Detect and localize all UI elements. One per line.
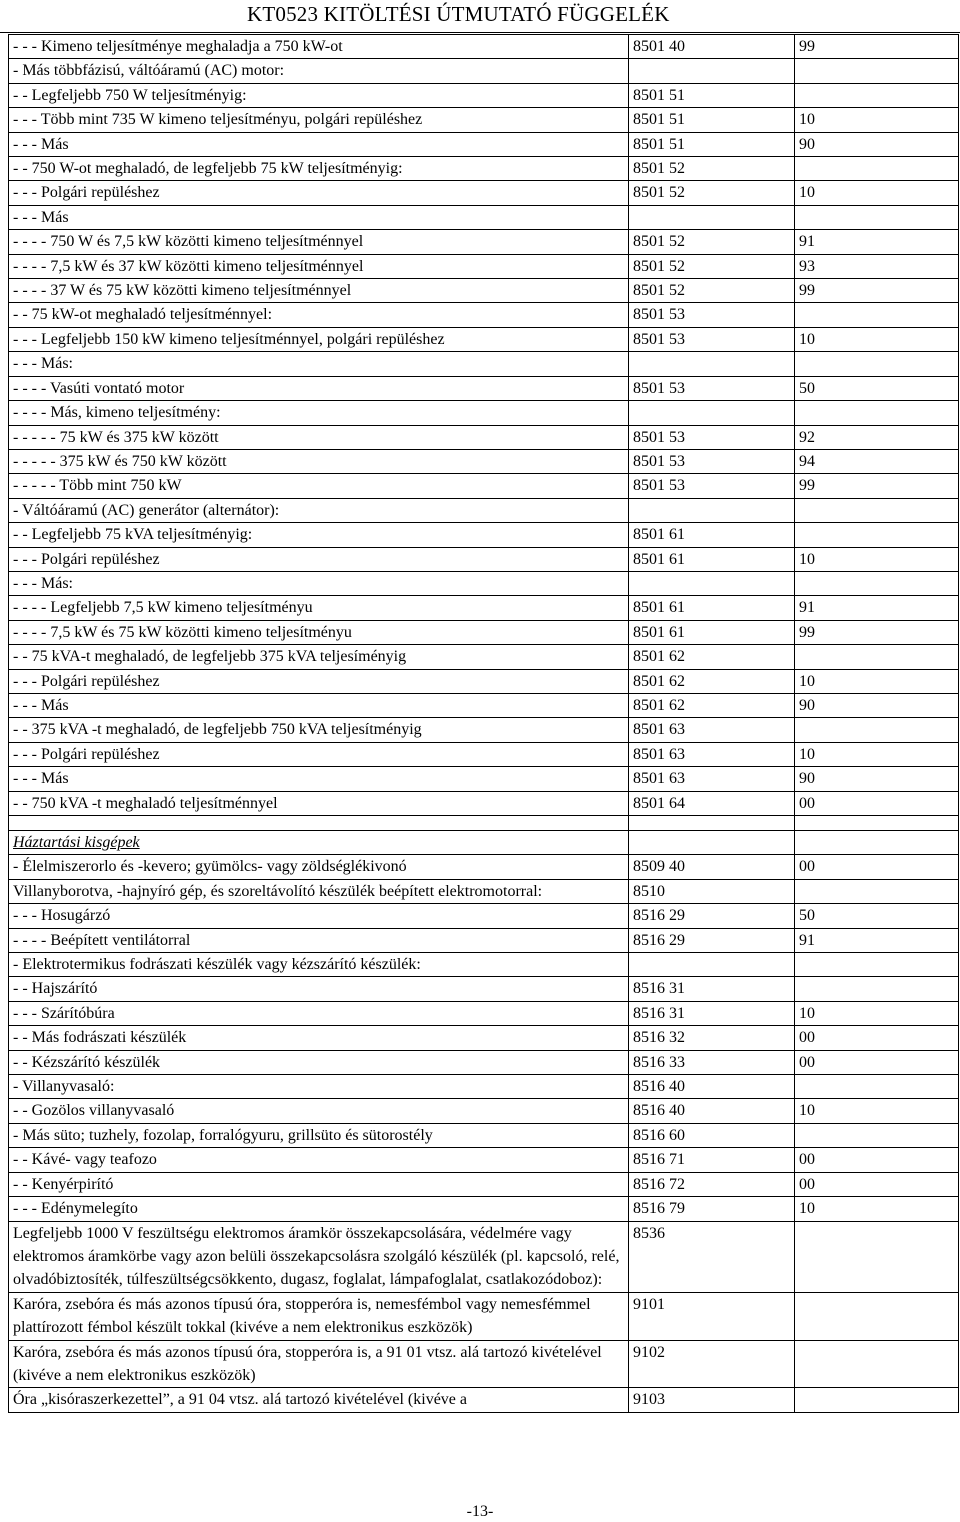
- row-subcode: [795, 1388, 959, 1412]
- table-row: [9, 303, 959, 327]
- page-header: [0, 0, 960, 33]
- row-code: 8516 79: [629, 1197, 795, 1221]
- table-row: [9, 571, 959, 595]
- table-row: [9, 425, 959, 449]
- row-subcode: [795, 1123, 959, 1147]
- row-code: 8516 60: [629, 1123, 795, 1147]
- row-code: 8501 53: [629, 303, 795, 327]
- row-code: 8501 40: [629, 35, 795, 59]
- table-row: [9, 1026, 959, 1050]
- row-subcode: 10: [795, 1001, 959, 1025]
- table-row: [9, 669, 959, 693]
- row-subcode: 90: [795, 767, 959, 791]
- row-description: - - - - - 75 kW és 375 kW között: [9, 425, 629, 449]
- row-code: 8501 63: [629, 767, 795, 791]
- row-code: 8501 62: [629, 669, 795, 693]
- row-code: 8501 61: [629, 620, 795, 644]
- row-code: 8501 52: [629, 181, 795, 205]
- row-subcode: 10: [795, 181, 959, 205]
- row-subcode: 99: [795, 279, 959, 303]
- row-code: 8501 61: [629, 596, 795, 620]
- row-code: 8501 53: [629, 425, 795, 449]
- row-subcode: [795, 303, 959, 327]
- row-description: - - - Polgári repüléshez: [9, 547, 629, 571]
- table-body: [9, 35, 959, 1413]
- row-description: - - 375 kVA -t meghaladó, de legfeljebb 750 kVA teljesítményig: [9, 718, 629, 742]
- row-description: - - - Több mint 735 W kimeno teljesítményu, polgári repüléshez: [9, 108, 629, 132]
- row-code: [629, 205, 795, 229]
- row-subcode: 50: [795, 376, 959, 400]
- row-code: 8509 40: [629, 855, 795, 879]
- table-row: [9, 1197, 959, 1221]
- table-row: [9, 157, 959, 181]
- table-row: [9, 1292, 959, 1340]
- row-subcode: 00: [795, 1148, 959, 1172]
- row-code: [629, 831, 795, 855]
- row-subcode: 90: [795, 693, 959, 717]
- row-code: 8501 52: [629, 157, 795, 181]
- row-description: Legfeljebb 1000 V feszültségu elektromos áramkör összekapcsolására, védelmére vagy elektromos áramkörbe vagy azon belüli összekapcsolásra szolgáló készülék (pl. kapcsoló, relé, olvadóbiztosíték, túlfeszültségcsökkento, dugasz, foglalat, lámpafoglalat, csatlakozódoboz):: [9, 1221, 629, 1292]
- section-heading-row: [9, 831, 959, 855]
- row-code: [629, 571, 795, 595]
- row-code: 8516 32: [629, 1026, 795, 1050]
- table-row: [9, 401, 959, 425]
- table-row: [9, 1050, 959, 1074]
- table-row: [9, 279, 959, 303]
- row-description: - Váltóáramú (AC) generátor (alternátor):: [9, 498, 629, 522]
- row-description: - - - - Más, kimeno teljesítmény:: [9, 401, 629, 425]
- row-description: - - - Polgári repüléshez: [9, 742, 629, 766]
- row-subcode: 10: [795, 108, 959, 132]
- row-subcode: 10: [795, 742, 959, 766]
- row-subcode: [795, 718, 959, 742]
- table-row: [9, 645, 959, 669]
- row-code: [629, 59, 795, 83]
- table-row: [9, 742, 959, 766]
- table-row: [9, 791, 959, 815]
- row-code: 8501 63: [629, 718, 795, 742]
- row-description: - - - - 7,5 kW és 75 kW közötti kimeno teljesítményu: [9, 620, 629, 644]
- row-code: 8516 72: [629, 1172, 795, 1196]
- table-row: [9, 132, 959, 156]
- row-description: - - - Szárítóbúra: [9, 1001, 629, 1025]
- table-row: [9, 181, 959, 205]
- row-subcode: 10: [795, 669, 959, 693]
- table-row: [9, 767, 959, 791]
- table-row: [9, 1340, 959, 1388]
- row-description: - - - Más:: [9, 352, 629, 376]
- row-code: 8516 29: [629, 928, 795, 952]
- row-code: 8516 31: [629, 1001, 795, 1025]
- row-code: 8510: [629, 879, 795, 903]
- row-code: 9102: [629, 1340, 795, 1388]
- row-subcode: [795, 59, 959, 83]
- row-subcode: [795, 83, 959, 107]
- table-row: [9, 620, 959, 644]
- row-subcode: 10: [795, 547, 959, 571]
- row-code: 8516 71: [629, 1148, 795, 1172]
- row-description: - - - - Vasúti vontató motor: [9, 376, 629, 400]
- row-code: 8501 52: [629, 254, 795, 278]
- table-row: [9, 1148, 959, 1172]
- row-code: 8536: [629, 1221, 795, 1292]
- row-code: 8501 61: [629, 547, 795, 571]
- row-subcode: 93: [795, 254, 959, 278]
- table-row: [9, 1388, 959, 1412]
- row-code: 8501 53: [629, 327, 795, 351]
- row-subcode: 91: [795, 230, 959, 254]
- row-description: - - - Más: [9, 205, 629, 229]
- tariff-code-table: [8, 34, 959, 1413]
- row-subcode: [795, 1292, 959, 1340]
- row-subcode: [795, 205, 959, 229]
- row-description: - - - Más: [9, 767, 629, 791]
- row-subcode: 94: [795, 449, 959, 473]
- row-subcode: [795, 831, 959, 855]
- row-subcode: 90: [795, 132, 959, 156]
- row-description: - - - Polgári repüléshez: [9, 181, 629, 205]
- row-subcode: [795, 1075, 959, 1099]
- row-subcode: [795, 352, 959, 376]
- table-row: [9, 449, 959, 473]
- row-description: - - Legfeljebb 750 W teljesítményig:: [9, 83, 629, 107]
- row-code: 8501 51: [629, 132, 795, 156]
- row-code: 9101: [629, 1292, 795, 1340]
- row-code: 9103: [629, 1388, 795, 1412]
- row-code: [629, 816, 795, 831]
- row-code: 8501 53: [629, 474, 795, 498]
- row-subcode: 91: [795, 928, 959, 952]
- row-code: 8501 62: [629, 645, 795, 669]
- table-row: [9, 596, 959, 620]
- page-number: -13-: [466, 1503, 494, 1520]
- row-description: - - - Edénymelegíto: [9, 1197, 629, 1221]
- table-row: [9, 498, 959, 522]
- row-subcode: [795, 1221, 959, 1292]
- row-description: - - - - Legfeljebb 7,5 kW kimeno teljesítményu: [9, 596, 629, 620]
- table-row: [9, 35, 959, 59]
- table-row: [9, 59, 959, 83]
- table-row: [9, 230, 959, 254]
- row-subcode: 92: [795, 425, 959, 449]
- row-subcode: [795, 977, 959, 1001]
- row-description: - - Legfeljebb 75 kVA teljesítményig:: [9, 523, 629, 547]
- table-row: [9, 904, 959, 928]
- row-description: - - 750 kVA -t meghaladó teljesítménnyel: [9, 791, 629, 815]
- row-description: [9, 816, 629, 831]
- spacer-row: [9, 816, 959, 831]
- row-description: - - - Polgári repüléshez: [9, 669, 629, 693]
- row-subcode: [795, 523, 959, 547]
- row-description: - Más süto; tuzhely, fozolap, forralógyuru, grillsüto és sütorostély: [9, 1123, 629, 1147]
- row-description: - - Hajszárító: [9, 977, 629, 1001]
- table-row: [9, 83, 959, 107]
- row-description: - - Kávé- vagy teafozo: [9, 1148, 629, 1172]
- row-description: - - - Más: [9, 693, 629, 717]
- row-description: - - 75 kVA-t meghaladó, de legfeljebb 375 kVA teljesíményig: [9, 645, 629, 669]
- row-description: - - - - - Több mint 750 kW: [9, 474, 629, 498]
- row-description: - Élelmiszerorlo és -kevero; gyümölcs- vagy zöldséglékivonó: [9, 855, 629, 879]
- row-subcode: 00: [795, 855, 959, 879]
- row-subcode: 10: [795, 1197, 959, 1221]
- row-subcode: 00: [795, 791, 959, 815]
- row-code: 8516 31: [629, 977, 795, 1001]
- row-code: [629, 953, 795, 977]
- table-row: [9, 1123, 959, 1147]
- row-code: 8501 51: [629, 83, 795, 107]
- row-description: - - Kézszárító készülék: [9, 1050, 629, 1074]
- row-subcode: [795, 879, 959, 903]
- row-subcode: 10: [795, 327, 959, 351]
- document-title: KT0523 KITÖLTÉSI ÚTMUTATÓ FÜGGELÉK: [247, 2, 670, 26]
- row-description: - - - Legfeljebb 150 kW kimeno teljesítménnyel, polgári repüléshez: [9, 327, 629, 351]
- row-code: [629, 352, 795, 376]
- row-description: - - Kenyérpirító: [9, 1172, 629, 1196]
- row-code: [629, 498, 795, 522]
- row-code: 8501 61: [629, 523, 795, 547]
- row-code: 8501 53: [629, 376, 795, 400]
- row-subcode: 10: [795, 1099, 959, 1123]
- table-row: [9, 1172, 959, 1196]
- section-title: Háztartási kisgépek: [13, 834, 140, 851]
- row-description: Óra „kisóraszerkezettel”, a 91 04 vtsz. alá tartozó kivételével (kivéve a: [9, 1388, 629, 1412]
- table-row: [9, 977, 959, 1001]
- row-description: - Elektrotermikus fodrászati készülék vagy kézszárító készülék:: [9, 953, 629, 977]
- row-description: Villanyborotva, -hajnyíró gép, és szoreltávolító készülék beépített elektromotorral:: [9, 879, 629, 903]
- row-description: - - Más fodrászati készülék: [9, 1026, 629, 1050]
- row-subcode: [795, 953, 959, 977]
- row-description: - Villanyvasaló:: [9, 1075, 629, 1099]
- table-row: [9, 693, 959, 717]
- table-row: [9, 108, 959, 132]
- table-row: [9, 855, 959, 879]
- row-code: 8516 29: [629, 904, 795, 928]
- row-code: 8516 40: [629, 1075, 795, 1099]
- row-description: - - - - 37 W és 75 kW közötti kimeno teljesítménnyel: [9, 279, 629, 303]
- row-description: - - - - 7,5 kW és 37 kW közötti kimeno teljesítménnyel: [9, 254, 629, 278]
- table-row: [9, 718, 959, 742]
- row-code: 8501 63: [629, 742, 795, 766]
- row-description: - - - - - 375 kW és 750 kW között: [9, 449, 629, 473]
- table-row: [9, 953, 959, 977]
- row-code: [629, 401, 795, 425]
- row-subcode: [795, 157, 959, 181]
- row-code: 8501 52: [629, 230, 795, 254]
- row-subcode: 99: [795, 35, 959, 59]
- row-subcode: [795, 571, 959, 595]
- table-row: [9, 327, 959, 351]
- row-code: 8501 52: [629, 279, 795, 303]
- row-subcode: [795, 645, 959, 669]
- row-subcode: 91: [795, 596, 959, 620]
- row-description: - - - Kimeno teljesítménye meghaladja a 750 kW-ot: [9, 35, 629, 59]
- row-description: [9, 831, 629, 855]
- row-description: - - - Hosugárzó: [9, 904, 629, 928]
- row-subcode: [795, 816, 959, 831]
- table-row: [9, 1075, 959, 1099]
- table-row: [9, 474, 959, 498]
- table-row: [9, 376, 959, 400]
- row-description: - - - Más: [9, 132, 629, 156]
- row-description: - - 750 W-ot meghaladó, de legfeljebb 75 kW teljesítményig:: [9, 157, 629, 181]
- row-description: - Más többfázisú, váltóáramú (AC) motor:: [9, 59, 629, 83]
- row-code: 8501 64: [629, 791, 795, 815]
- table-row: [9, 928, 959, 952]
- row-code: 8501 53: [629, 449, 795, 473]
- table-row: [9, 523, 959, 547]
- row-description: - - - Más:: [9, 571, 629, 595]
- row-subcode: 00: [795, 1026, 959, 1050]
- row-code: 8516 33: [629, 1050, 795, 1074]
- row-subcode: 99: [795, 620, 959, 644]
- table-row: [9, 254, 959, 278]
- row-subcode: [795, 498, 959, 522]
- row-description: - - - - Beépített ventilátorral: [9, 928, 629, 952]
- row-description: - - - - 750 W és 7,5 kW közötti kimeno teljesítménnyel: [9, 230, 629, 254]
- table-row: [9, 205, 959, 229]
- row-description: - - 75 kW-ot meghaladó teljesítménnyel:: [9, 303, 629, 327]
- table-row: [9, 879, 959, 903]
- row-subcode: 00: [795, 1050, 959, 1074]
- row-code: 8501 62: [629, 693, 795, 717]
- row-description: Karóra, zsebóra és más azonos típusú óra, stopperóra is, a 91 01 vtsz. alá tartozó kivételével (kivéve a nem elektronikus eszközök): [9, 1340, 629, 1388]
- table-row: [9, 1221, 959, 1292]
- row-subcode: 99: [795, 474, 959, 498]
- table-row: [9, 547, 959, 571]
- row-subcode: 50: [795, 904, 959, 928]
- row-subcode: [795, 1340, 959, 1388]
- row-subcode: [795, 401, 959, 425]
- row-description: - - Gozölos villanyvasaló: [9, 1099, 629, 1123]
- table-row: [9, 352, 959, 376]
- row-subcode: 00: [795, 1172, 959, 1196]
- table-row: [9, 1099, 959, 1123]
- table-row: [9, 1001, 959, 1025]
- row-code: 8501 51: [629, 108, 795, 132]
- row-code: 8516 40: [629, 1099, 795, 1123]
- row-description: Karóra, zsebóra és más azonos típusú óra, stopperóra is, nemesfémbol vagy nemesfémmel plattírozott fémbol készült tokkal (kivéve a nem elektronikus eszközök): [9, 1292, 629, 1340]
